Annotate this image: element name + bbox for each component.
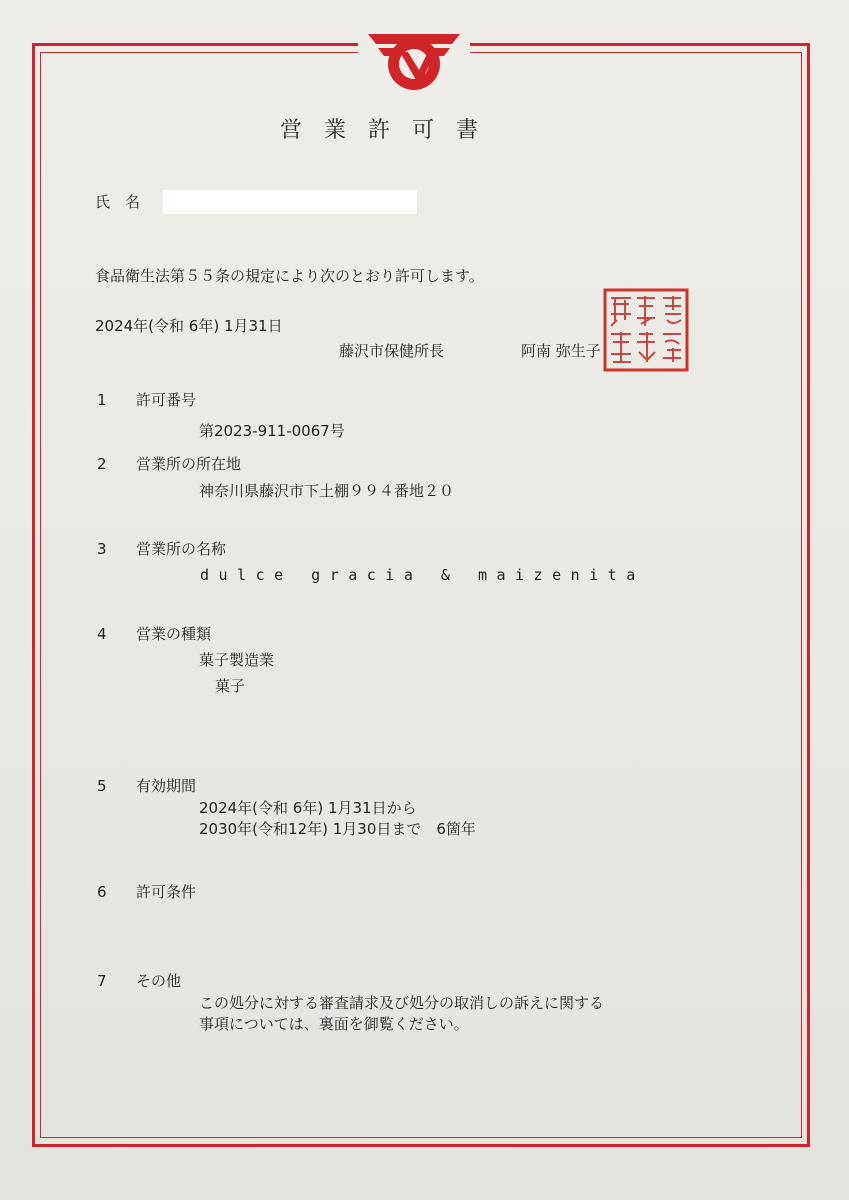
redacted-name — [163, 190, 417, 214]
intro-text: 食品衛生法第５５条の規定により次のとおり許可します。 — [95, 267, 484, 285]
city-emblem-icon — [364, 22, 464, 92]
item-4-number: 4 — [97, 625, 107, 643]
item-4-label: 営業の種類 — [136, 625, 212, 643]
other-note-line-2: 事項については、裏面を御覧ください。 — [199, 1015, 469, 1033]
business-subtype: 菓子 — [215, 677, 246, 695]
name-label: 氏 名 — [95, 193, 141, 211]
business-address: 神奈川県藤沢市下土棚９９４番地２０ — [199, 482, 455, 500]
validity-end: 2030年(令和12年) 1月30日まで 6箇年 — [199, 820, 476, 838]
business-type: 菓子製造業 — [199, 651, 275, 669]
official-seal — [603, 288, 689, 372]
item-7-number: 7 — [97, 972, 107, 990]
item-7-label: その他 — [136, 972, 182, 990]
other-note-line-1: この処分に対する審査請求及び処分の取消しの訴えに関する — [199, 994, 605, 1012]
item-2-number: 2 — [97, 455, 107, 473]
item-2-label: 営業所の所在地 — [136, 455, 242, 473]
business-name: dulce gracia & maizenita — [200, 566, 645, 584]
item-5-number: 5 — [97, 777, 107, 795]
item-3-number: 3 — [97, 540, 107, 558]
item-1-label: 許可番号 — [136, 391, 197, 409]
validity-start: 2024年(令和 6年) 1月31日から — [199, 799, 417, 817]
issuer-title: 藤沢市保健所長 — [339, 342, 445, 360]
item-1-number: 1 — [97, 391, 107, 409]
item-3-label: 営業所の名称 — [136, 540, 227, 558]
document-title: 営業許可書 — [280, 118, 501, 143]
item-6-number: 6 — [97, 883, 107, 901]
item-6-label: 許可条件 — [136, 883, 197, 901]
item-5-label: 有効期間 — [136, 777, 197, 795]
emblem-background — [358, 22, 470, 94]
issue-date: 2024年(令和 6年) 1月31日 — [95, 317, 283, 335]
issuer-name: 阿南 弥生子 — [521, 342, 601, 360]
license-number: 第2023-911-0067号 — [199, 422, 345, 440]
